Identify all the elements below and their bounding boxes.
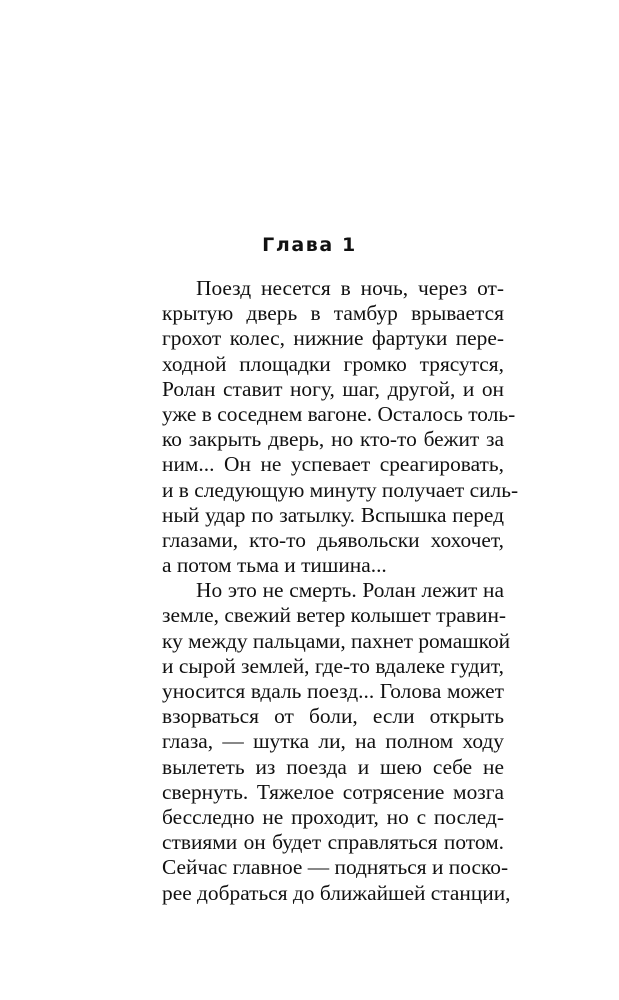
paragraph xyxy=(162,578,511,905)
text-line: глазами, кто-то дьявольски хохочет, xyxy=(162,527,504,552)
text-line: уносится вдаль поезд... Голова может xyxy=(162,679,504,703)
text-line: ствиями он будет справляться потом. xyxy=(162,830,504,855)
text-line: и сырой землей, где-то вдалеке гудит, xyxy=(162,653,504,678)
chapter-text xyxy=(162,276,519,906)
text-line: ку между пальцами, пахнет ромашкой xyxy=(162,628,511,653)
text-line: ко закрыть дверь, но кто-то бежит за xyxy=(162,427,504,452)
text-line: глаза, — шутка ли, на полном ходу xyxy=(162,729,504,754)
text-line: и в следующую минуту получает силь- xyxy=(162,477,519,502)
text-line: а потом тьма и тишина... xyxy=(162,553,387,578)
text-line: взорваться от боли, если открыть xyxy=(162,704,504,729)
paragraph xyxy=(162,276,519,578)
text-line: Ролан ставит ногу, шаг, другой, и он xyxy=(162,376,504,401)
text-line: бесследно не проходит, но с послед- xyxy=(162,804,504,829)
text-line: ним... Он не успевает среагировать, xyxy=(162,452,504,477)
chapter-title: Глава 1 xyxy=(262,234,357,256)
text-line: грохот колес, нижние фартуки пере- xyxy=(162,326,504,351)
text-line: уже в соседнем вагоне. Осталось толь- xyxy=(162,401,516,426)
text-line: Сейчас главное — подняться и поско- xyxy=(162,855,509,880)
text-line: свернуть. Тяжелое сотрясение мозга xyxy=(162,779,504,804)
text-line: Но это не смерть. Ролан лежит на xyxy=(196,578,504,603)
text-line: ный удар по затылку. Вспышка перед xyxy=(162,502,504,527)
text-line: вылететь из поезда и шею себе не xyxy=(162,754,504,779)
text-line: земле, свежий ветер колышет травин- xyxy=(162,603,507,628)
text-line: Поезд несется в ночь, через от- xyxy=(196,276,504,300)
text-line: ходной площадки громко трясутся, xyxy=(162,351,504,376)
text-line: крытую дверь в тамбур врывается xyxy=(162,301,504,326)
text-line: рее добраться до ближайшей станции, xyxy=(162,880,511,905)
